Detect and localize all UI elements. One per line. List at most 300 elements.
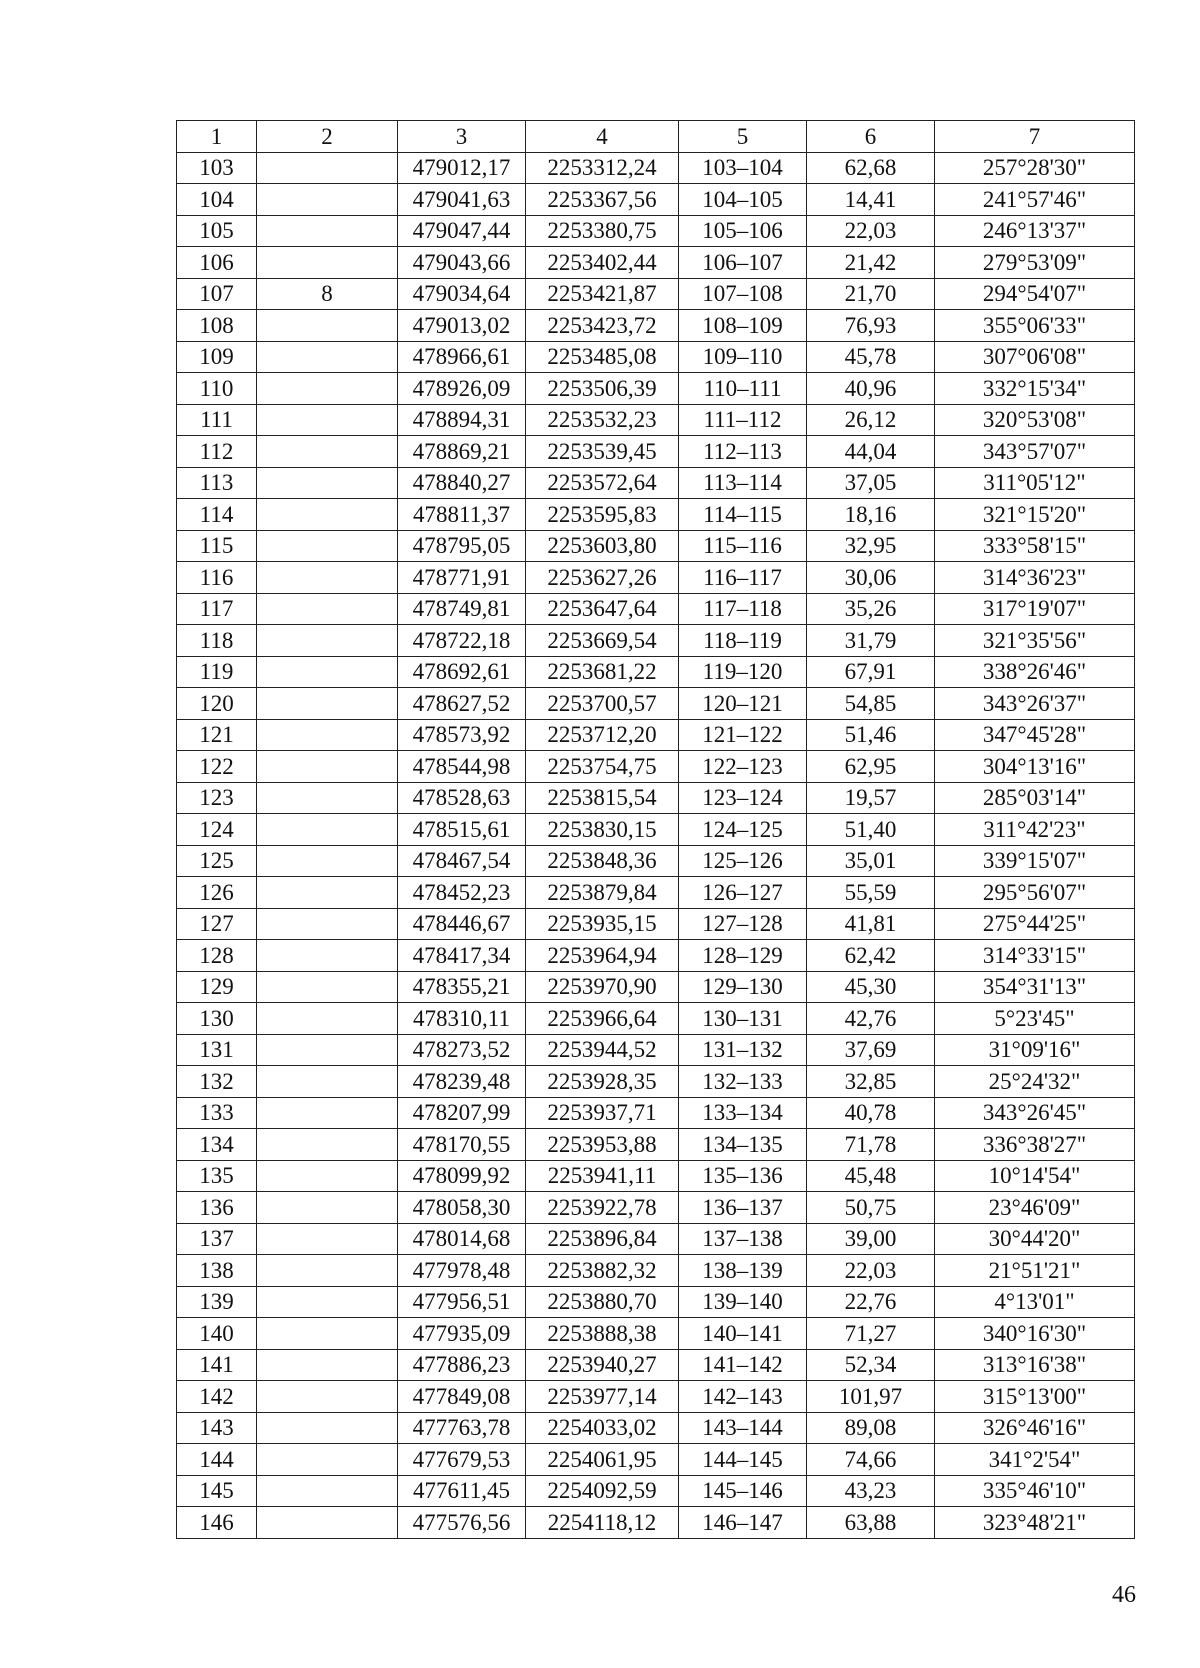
y-coordinate-cell: 2253380,75 — [526, 215, 679, 247]
segment-cell: 128–129 — [679, 940, 807, 972]
table-row — [177, 688, 1135, 720]
y-coordinate-cell: 2253423,72 — [526, 310, 679, 342]
x-coordinate-cell: 478795,05 — [398, 530, 526, 562]
point-number-cell: 128 — [177, 940, 257, 972]
bearing-cell: 246°13'37" — [935, 215, 1135, 247]
table-row — [177, 1412, 1135, 1444]
bearing-cell: 307°06'08" — [935, 341, 1135, 373]
section-cell — [257, 310, 398, 342]
x-coordinate-cell: 478869,21 — [398, 436, 526, 468]
table-row — [177, 814, 1135, 846]
x-coordinate-cell: 478170,55 — [398, 1129, 526, 1161]
table-row — [177, 1444, 1135, 1476]
point-number-cell: 105 — [177, 215, 257, 247]
section-cell — [257, 814, 398, 846]
point-number-cell: 120 — [177, 688, 257, 720]
x-coordinate-cell: 477956,51 — [398, 1286, 526, 1318]
segment-cell: 123–124 — [679, 782, 807, 814]
length-cell: 26,12 — [807, 404, 935, 436]
bearing-cell: 320°53'08" — [935, 404, 1135, 436]
point-number-cell: 138 — [177, 1255, 257, 1287]
table-row — [177, 1286, 1135, 1318]
segment-cell: 131–132 — [679, 1034, 807, 1066]
section-cell — [257, 1003, 398, 1035]
y-coordinate-cell: 2253681,22 — [526, 656, 679, 688]
bearing-cell: 326°46'16" — [935, 1412, 1135, 1444]
segment-cell: 116–117 — [679, 562, 807, 594]
x-coordinate-cell: 477978,48 — [398, 1255, 526, 1287]
section-cell — [257, 467, 398, 499]
bearing-cell: 5°23'45" — [935, 1003, 1135, 1035]
table-row — [177, 1034, 1135, 1066]
y-coordinate-cell: 2254061,95 — [526, 1444, 679, 1476]
point-number-cell: 123 — [177, 782, 257, 814]
section-cell — [257, 1066, 398, 1098]
x-coordinate-cell: 478452,23 — [398, 877, 526, 909]
table-row — [177, 908, 1135, 940]
point-number-cell: 104 — [177, 184, 257, 216]
y-coordinate-cell: 2253922,78 — [526, 1192, 679, 1224]
y-coordinate-cell: 2253879,84 — [526, 877, 679, 909]
section-cell — [257, 1034, 398, 1066]
length-cell: 62,42 — [807, 940, 935, 972]
bearing-cell: 314°36'23" — [935, 562, 1135, 594]
length-cell: 39,00 — [807, 1223, 935, 1255]
section-cell — [257, 562, 398, 594]
length-cell: 101,97 — [807, 1381, 935, 1413]
section-cell — [257, 1318, 398, 1350]
y-coordinate-cell: 2253647,64 — [526, 593, 679, 625]
length-cell: 62,95 — [807, 751, 935, 783]
x-coordinate-cell: 479034,64 — [398, 278, 526, 310]
section-cell — [257, 688, 398, 720]
segment-cell: 136–137 — [679, 1192, 807, 1224]
y-coordinate-cell: 2253402,44 — [526, 247, 679, 279]
section-cell — [257, 530, 398, 562]
x-coordinate-cell: 477763,78 — [398, 1412, 526, 1444]
bearing-cell: 304°13'16" — [935, 751, 1135, 783]
segment-cell: 127–128 — [679, 908, 807, 940]
length-cell: 42,76 — [807, 1003, 935, 1035]
table-row — [177, 845, 1135, 877]
bearing-cell: 257°28'30" — [935, 152, 1135, 184]
segment-cell: 111–112 — [679, 404, 807, 436]
table-row — [177, 656, 1135, 688]
segment-cell: 119–120 — [679, 656, 807, 688]
point-number-cell: 140 — [177, 1318, 257, 1350]
length-cell: 67,91 — [807, 656, 935, 688]
section-cell — [257, 1192, 398, 1224]
point-number-cell: 145 — [177, 1475, 257, 1507]
bearing-cell: 315°13'00" — [935, 1381, 1135, 1413]
length-cell: 45,30 — [807, 971, 935, 1003]
table-row — [177, 1097, 1135, 1129]
section-cell — [257, 877, 398, 909]
section-cell — [257, 1223, 398, 1255]
y-coordinate-cell: 2253532,23 — [526, 404, 679, 436]
y-coordinate-cell: 2253882,32 — [526, 1255, 679, 1287]
segment-cell: 122–123 — [679, 751, 807, 783]
table-body — [177, 121, 1135, 1539]
point-number-cell: 121 — [177, 719, 257, 751]
x-coordinate-cell: 478099,92 — [398, 1160, 526, 1192]
page-number: 46 — [1112, 1582, 1136, 1608]
point-number-cell: 139 — [177, 1286, 257, 1318]
y-coordinate-cell: 2253754,75 — [526, 751, 679, 783]
y-coordinate-cell: 2253312,24 — [526, 152, 679, 184]
x-coordinate-cell: 479047,44 — [398, 215, 526, 247]
table-row — [177, 1381, 1135, 1413]
point-number-cell: 112 — [177, 436, 257, 468]
segment-cell: 120–121 — [679, 688, 807, 720]
segment-cell: 105–106 — [679, 215, 807, 247]
section-cell — [257, 1507, 398, 1539]
bearing-cell: 4°13'01" — [935, 1286, 1135, 1318]
segment-cell: 103–104 — [679, 152, 807, 184]
length-cell: 18,16 — [807, 499, 935, 531]
bearing-cell: 321°35'56" — [935, 625, 1135, 657]
section-cell — [257, 940, 398, 972]
length-cell: 31,79 — [807, 625, 935, 657]
column-header: 7 — [935, 121, 1135, 153]
segment-cell: 139–140 — [679, 1286, 807, 1318]
section-cell — [257, 341, 398, 373]
x-coordinate-cell: 478966,61 — [398, 341, 526, 373]
x-coordinate-cell: 478273,52 — [398, 1034, 526, 1066]
x-coordinate-cell: 478840,27 — [398, 467, 526, 499]
length-cell: 37,69 — [807, 1034, 935, 1066]
y-coordinate-cell: 2253928,35 — [526, 1066, 679, 1098]
bearing-cell: 23°46'09" — [935, 1192, 1135, 1224]
x-coordinate-cell: 479043,66 — [398, 247, 526, 279]
length-cell: 40,96 — [807, 373, 935, 405]
y-coordinate-cell: 2253953,88 — [526, 1129, 679, 1161]
x-coordinate-cell: 478749,81 — [398, 593, 526, 625]
segment-cell: 141–142 — [679, 1349, 807, 1381]
y-coordinate-cell: 2253941,11 — [526, 1160, 679, 1192]
bearing-cell: 275°44'25" — [935, 908, 1135, 940]
point-number-cell: 144 — [177, 1444, 257, 1476]
x-coordinate-cell: 478894,31 — [398, 404, 526, 436]
length-cell: 35,01 — [807, 845, 935, 877]
segment-cell: 132–133 — [679, 1066, 807, 1098]
table-row — [177, 1349, 1135, 1381]
point-number-cell: 108 — [177, 310, 257, 342]
length-cell: 32,95 — [807, 530, 935, 562]
x-coordinate-cell: 478627,52 — [398, 688, 526, 720]
x-coordinate-cell: 477576,56 — [398, 1507, 526, 1539]
bearing-cell: 10°14'54" — [935, 1160, 1135, 1192]
table-row — [177, 467, 1135, 499]
bearing-cell: 317°19'07" — [935, 593, 1135, 625]
point-number-cell: 134 — [177, 1129, 257, 1161]
section-cell — [257, 1286, 398, 1318]
length-cell: 55,59 — [807, 877, 935, 909]
column-header: 4 — [526, 121, 679, 153]
x-coordinate-cell: 477849,08 — [398, 1381, 526, 1413]
y-coordinate-cell: 2253712,20 — [526, 719, 679, 751]
bearing-cell: 314°33'15" — [935, 940, 1135, 972]
table-row — [177, 1160, 1135, 1192]
y-coordinate-cell: 2253944,52 — [526, 1034, 679, 1066]
length-cell: 50,75 — [807, 1192, 935, 1224]
segment-cell: 143–144 — [679, 1412, 807, 1444]
x-coordinate-cell: 478692,61 — [398, 656, 526, 688]
length-cell: 62,68 — [807, 152, 935, 184]
bearing-cell: 30°44'20" — [935, 1223, 1135, 1255]
segment-cell: 106–107 — [679, 247, 807, 279]
bearing-cell: 336°38'27" — [935, 1129, 1135, 1161]
length-cell: 71,27 — [807, 1318, 935, 1350]
section-cell — [257, 908, 398, 940]
y-coordinate-cell: 2253888,38 — [526, 1318, 679, 1350]
section-cell — [257, 1444, 398, 1476]
x-coordinate-cell: 478310,11 — [398, 1003, 526, 1035]
point-number-cell: 118 — [177, 625, 257, 657]
bearing-cell: 321°15'20" — [935, 499, 1135, 531]
x-coordinate-cell: 477886,23 — [398, 1349, 526, 1381]
section-cell — [257, 782, 398, 814]
bearing-cell: 343°57'07" — [935, 436, 1135, 468]
column-header: 5 — [679, 121, 807, 153]
section-cell — [257, 152, 398, 184]
y-coordinate-cell: 2253896,84 — [526, 1223, 679, 1255]
point-number-cell: 130 — [177, 1003, 257, 1035]
y-coordinate-cell: 2253937,71 — [526, 1097, 679, 1129]
point-number-cell: 114 — [177, 499, 257, 531]
y-coordinate-cell: 2253539,45 — [526, 436, 679, 468]
y-coordinate-cell: 2253700,57 — [526, 688, 679, 720]
x-coordinate-cell: 478544,98 — [398, 751, 526, 783]
x-coordinate-cell: 478515,61 — [398, 814, 526, 846]
point-number-cell: 143 — [177, 1412, 257, 1444]
table-row — [177, 1003, 1135, 1035]
length-cell: 14,41 — [807, 184, 935, 216]
table-row — [177, 247, 1135, 279]
table-row — [177, 278, 1135, 310]
table-row — [177, 971, 1135, 1003]
bearing-cell: 335°46'10" — [935, 1475, 1135, 1507]
point-number-cell: 124 — [177, 814, 257, 846]
length-cell: 37,05 — [807, 467, 935, 499]
bearing-cell: 355°06'33" — [935, 310, 1135, 342]
point-number-cell: 127 — [177, 908, 257, 940]
section-cell — [257, 593, 398, 625]
y-coordinate-cell: 2253367,56 — [526, 184, 679, 216]
y-coordinate-cell: 2253935,15 — [526, 908, 679, 940]
segment-cell: 108–109 — [679, 310, 807, 342]
section-cell — [257, 404, 398, 436]
bearing-cell: 295°56'07" — [935, 877, 1135, 909]
point-number-cell: 122 — [177, 751, 257, 783]
bearing-cell: 294°54'07" — [935, 278, 1135, 310]
segment-cell: 109–110 — [679, 341, 807, 373]
section-cell — [257, 656, 398, 688]
section-cell — [257, 751, 398, 783]
x-coordinate-cell: 478926,09 — [398, 373, 526, 405]
segment-cell: 146–147 — [679, 1507, 807, 1539]
bearing-cell: 21°51'21" — [935, 1255, 1135, 1287]
y-coordinate-cell: 2254033,02 — [526, 1412, 679, 1444]
point-number-cell: 137 — [177, 1223, 257, 1255]
segment-cell: 110–111 — [679, 373, 807, 405]
point-number-cell: 113 — [177, 467, 257, 499]
bearing-cell: 333°58'15" — [935, 530, 1135, 562]
x-coordinate-cell: 478528,63 — [398, 782, 526, 814]
y-coordinate-cell: 2253966,64 — [526, 1003, 679, 1035]
point-number-cell: 111 — [177, 404, 257, 436]
y-coordinate-cell: 2254118,12 — [526, 1507, 679, 1539]
length-cell: 21,42 — [807, 247, 935, 279]
section-cell — [257, 247, 398, 279]
x-coordinate-cell: 478771,91 — [398, 562, 526, 594]
bearing-cell: 279°53'09" — [935, 247, 1135, 279]
segment-cell: 107–108 — [679, 278, 807, 310]
point-number-cell: 110 — [177, 373, 257, 405]
segment-cell: 145–146 — [679, 1475, 807, 1507]
length-cell: 22,76 — [807, 1286, 935, 1318]
section-cell — [257, 1381, 398, 1413]
segment-cell: 112–113 — [679, 436, 807, 468]
segment-cell: 121–122 — [679, 719, 807, 751]
bearing-cell: 241°57'46" — [935, 184, 1135, 216]
section-cell — [257, 1255, 398, 1287]
table-row — [177, 940, 1135, 972]
length-cell: 19,57 — [807, 782, 935, 814]
x-coordinate-cell: 478207,99 — [398, 1097, 526, 1129]
x-coordinate-cell: 478467,54 — [398, 845, 526, 877]
section-cell — [257, 499, 398, 531]
segment-cell: 133–134 — [679, 1097, 807, 1129]
y-coordinate-cell: 2253880,70 — [526, 1286, 679, 1318]
length-cell: 35,26 — [807, 593, 935, 625]
length-cell: 44,04 — [807, 436, 935, 468]
section-cell — [257, 719, 398, 751]
section-cell — [257, 1160, 398, 1192]
x-coordinate-cell: 478355,21 — [398, 971, 526, 1003]
section-cell — [257, 1129, 398, 1161]
table-row — [177, 530, 1135, 562]
x-coordinate-cell: 478573,92 — [398, 719, 526, 751]
length-cell: 40,78 — [807, 1097, 935, 1129]
y-coordinate-cell: 2253506,39 — [526, 373, 679, 405]
table-row — [177, 215, 1135, 247]
length-cell: 30,06 — [807, 562, 935, 594]
y-coordinate-cell: 2253421,87 — [526, 278, 679, 310]
length-cell: 21,70 — [807, 278, 935, 310]
point-number-cell: 142 — [177, 1381, 257, 1413]
y-coordinate-cell: 2254092,59 — [526, 1475, 679, 1507]
length-cell: 32,85 — [807, 1066, 935, 1098]
y-coordinate-cell: 2253603,80 — [526, 530, 679, 562]
length-cell: 51,40 — [807, 814, 935, 846]
table-header-row — [177, 121, 1135, 153]
table-row — [177, 499, 1135, 531]
table-row — [177, 404, 1135, 436]
y-coordinate-cell: 2253970,90 — [526, 971, 679, 1003]
table-row — [177, 562, 1135, 594]
bearing-cell: 343°26'37" — [935, 688, 1135, 720]
table-row — [177, 1255, 1135, 1287]
point-number-cell: 125 — [177, 845, 257, 877]
bearing-cell: 343°26'45" — [935, 1097, 1135, 1129]
table-row — [177, 593, 1135, 625]
bearing-cell: 354°31'13" — [935, 971, 1135, 1003]
segment-cell: 129–130 — [679, 971, 807, 1003]
y-coordinate-cell: 2253627,26 — [526, 562, 679, 594]
segment-cell: 118–119 — [679, 625, 807, 657]
segment-cell: 134–135 — [679, 1129, 807, 1161]
bearing-cell: 311°05'12" — [935, 467, 1135, 499]
bearing-cell: 339°15'07" — [935, 845, 1135, 877]
section-cell — [257, 184, 398, 216]
section-cell — [257, 1349, 398, 1381]
length-cell: 54,85 — [807, 688, 935, 720]
section-cell — [257, 1412, 398, 1444]
y-coordinate-cell: 2253940,27 — [526, 1349, 679, 1381]
bearing-cell: 285°03'14" — [935, 782, 1135, 814]
length-cell: 43,23 — [807, 1475, 935, 1507]
table-row — [177, 719, 1135, 751]
length-cell: 45,78 — [807, 341, 935, 373]
column-header: 6 — [807, 121, 935, 153]
table-row — [177, 751, 1135, 783]
length-cell: 51,46 — [807, 719, 935, 751]
x-coordinate-cell: 478058,30 — [398, 1192, 526, 1224]
segment-cell: 135–136 — [679, 1160, 807, 1192]
segment-cell: 130–131 — [679, 1003, 807, 1035]
bearing-cell: 323°48'21" — [935, 1507, 1135, 1539]
segment-cell: 125–126 — [679, 845, 807, 877]
y-coordinate-cell: 2253830,15 — [526, 814, 679, 846]
point-number-cell: 136 — [177, 1192, 257, 1224]
length-cell: 22,03 — [807, 1255, 935, 1287]
x-coordinate-cell: 478014,68 — [398, 1223, 526, 1255]
length-cell: 89,08 — [807, 1412, 935, 1444]
point-number-cell: 133 — [177, 1097, 257, 1129]
coordinates-table — [176, 120, 1135, 1539]
table-row — [177, 782, 1135, 814]
point-number-cell: 117 — [177, 593, 257, 625]
length-cell: 71,78 — [807, 1129, 935, 1161]
bearing-cell: 332°15'34" — [935, 373, 1135, 405]
table-row — [177, 436, 1135, 468]
point-number-cell: 131 — [177, 1034, 257, 1066]
x-coordinate-cell: 479013,02 — [398, 310, 526, 342]
table-row — [177, 373, 1135, 405]
segment-cell: 142–143 — [679, 1381, 807, 1413]
section-cell: 8 — [257, 278, 398, 310]
point-number-cell: 129 — [177, 971, 257, 1003]
y-coordinate-cell: 2253485,08 — [526, 341, 679, 373]
segment-cell: 124–125 — [679, 814, 807, 846]
section-cell — [257, 625, 398, 657]
table-row — [177, 877, 1135, 909]
x-coordinate-cell: 479012,17 — [398, 152, 526, 184]
bearing-cell: 341°2'54" — [935, 1444, 1135, 1476]
segment-cell: 104–105 — [679, 184, 807, 216]
column-header: 2 — [257, 121, 398, 153]
y-coordinate-cell: 2253815,54 — [526, 782, 679, 814]
table-row — [177, 152, 1135, 184]
point-number-cell: 119 — [177, 656, 257, 688]
bearing-cell: 313°16'38" — [935, 1349, 1135, 1381]
section-cell — [257, 373, 398, 405]
column-header: 1 — [177, 121, 257, 153]
length-cell: 45,48 — [807, 1160, 935, 1192]
segment-cell: 137–138 — [679, 1223, 807, 1255]
section-cell — [257, 971, 398, 1003]
